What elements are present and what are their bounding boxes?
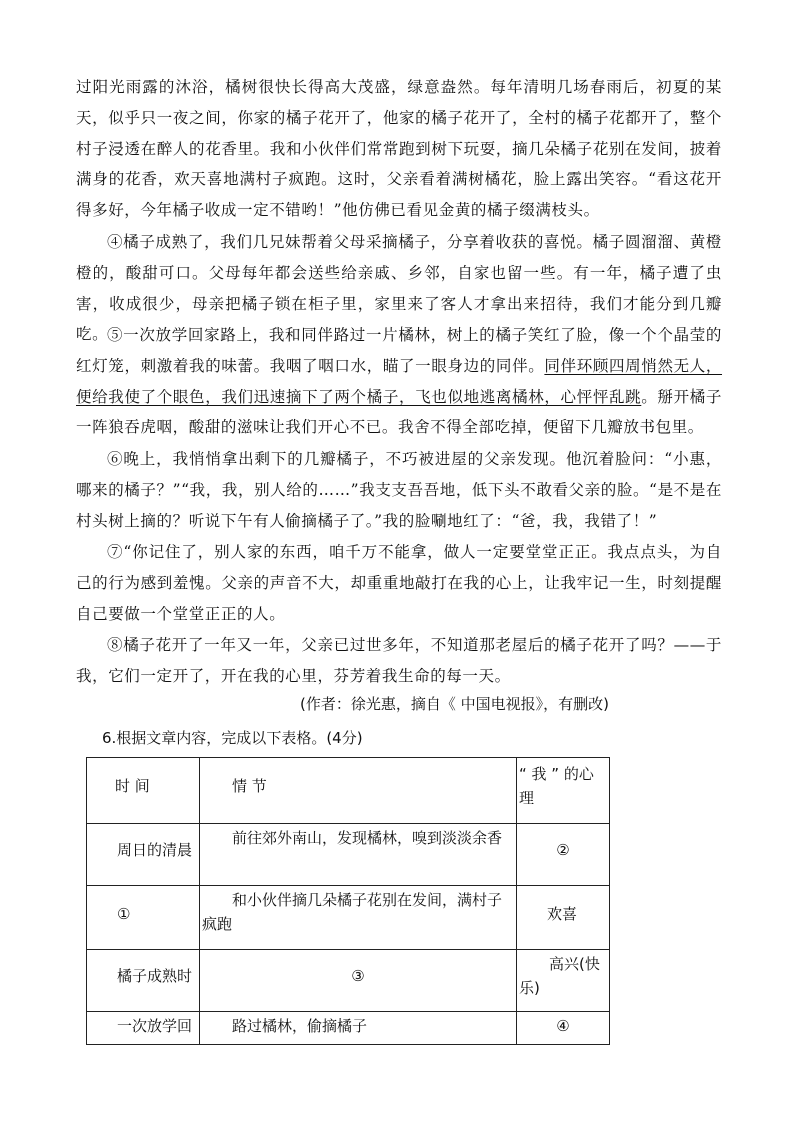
paragraph-6: ⑥晚上，我悄悄拿出剩下的几瓣橘子，不巧被进屋的父亲发现。他沉着脸问：“小惠，哪来的橘子？”“我，我，别人给的……”我支支吾吾地，低下头不敢看父亲的脸。“是不是在村头树上摘的？听说下午有人偷摘橘子了。”我的脸唰地红了：“爸，我，我错了！” (76, 450, 722, 530)
table-cell: 一次放学回 (87, 1012, 200, 1045)
paragraph-5-before: ⑤一次放学回家路上，我和同伴路过一片橘林，树上的橘子笑红了脸，像一个个晶莹的红灯笼，刺激着我的味蕾。我咽了咽口水，瞄了一眼身边的同伴。 (76, 326, 722, 375)
table-row (87, 950, 610, 1012)
source-citation: (作者：徐光惠，摘自《 中国电视报》，有删改) (300, 695, 609, 713)
table-cell-blank-1[interactable]: ① (87, 886, 200, 950)
table-cell: 和小伙伴摘几朵橘子花别在发间，满村子疯跑 (200, 886, 517, 950)
table-cell: 路过橘林，偷摘橘子 (200, 1012, 517, 1045)
table-cell: 前往郊外南山，发现橘林，嗅到淡淡余香 (200, 824, 517, 886)
table-cell-blank-4[interactable]: ④ (517, 1012, 610, 1045)
table-cell: 高兴(快乐) (517, 950, 610, 1012)
paragraph-continued: 过阳光雨露的沐浴，橘树很快长得高大茂盛，绿意盎然。每年清明几场春雨后，初夏的某天，似乎只一夜之间，你家的橘子花开了，他家的橘子花开了，全村的橘子花都开了，整个村子浸透在醉人的花香里。我和小伙伴们常常跑到树下玩耍，摘几朵橘子花别在发间，披着满身的花香，欢天喜地满村子疯跑。这时，父亲看着满树橘花，脸上露出笑容。“看这花开得多好，今年橘子收成一定不错哟！”他仿佛已看见金黄的橘子缀满枝头。 (76, 78, 722, 220)
underlined-sentence: 同伴环顾四周悄然无人，便给我使了个眼色，我们迅速摘下了两个橘子，飞也似地逃离橘林，心怦怦乱跳 (76, 356, 723, 406)
paragraph-5 (76, 320, 722, 443)
table-row (87, 824, 610, 886)
paragraph-7: ⑦“你记住了，别人家的东西，咱千万不能拿，做人一定要堂堂正正。我点点头，为自己的行为感到羞愧。父亲的声音不大，却重重地敲打在我的心上，让我牢记一生，时刻提醒自己要做一个堂堂正正的人。 (76, 543, 722, 623)
table-cell: 欢喜 (517, 886, 610, 950)
table-cell-blank-2[interactable]: ② (517, 824, 610, 886)
question-6: 6.根据文章内容，完成以下表格。(4分) (102, 729, 363, 747)
paragraph-5-after: 。掰开橘子一阵狼吞虎咽，酸甜的滋味让我们开心不已。我舍不得全部吃掉，便留下几瓣放书包里。 (76, 387, 722, 437)
header-feeling: “ 我 ” 的心理 (517, 758, 610, 824)
table-header-row (87, 758, 610, 824)
paragraph-4: ④橘子成熟了，我们几兄妹帮着父母采摘橘子，分享着收获的喜悦。橘子圆溜溜、黄橙橙的，酸甜可口。父母每年都会送些给亲戚、乡邻，自家也留一些。有一年，橘子遭了虫害，收成很少，母亲把橘子锁在柜子里，家里来了客人才拿出来招待，我们才能分到几瓣吃。 (76, 233, 722, 344)
answer-table (86, 757, 610, 1045)
table-row (87, 886, 610, 950)
table-cell: 周日的清晨 (87, 824, 200, 886)
table-row (87, 1012, 610, 1045)
table-cell: 橘子成熟时 (87, 950, 200, 1012)
header-time: 时 间 (87, 758, 200, 824)
header-plot: 情 节 (200, 758, 517, 824)
paragraph-8: ⑧橘子花开了一年又一年，父亲已过世多年，不知道那老屋后的橘子花开了吗？——于我，它们一定开了，开在我的心里，芬芳着我生命的每一天。 (76, 636, 722, 685)
table-cell-blank-3[interactable]: ③ (200, 950, 517, 1012)
